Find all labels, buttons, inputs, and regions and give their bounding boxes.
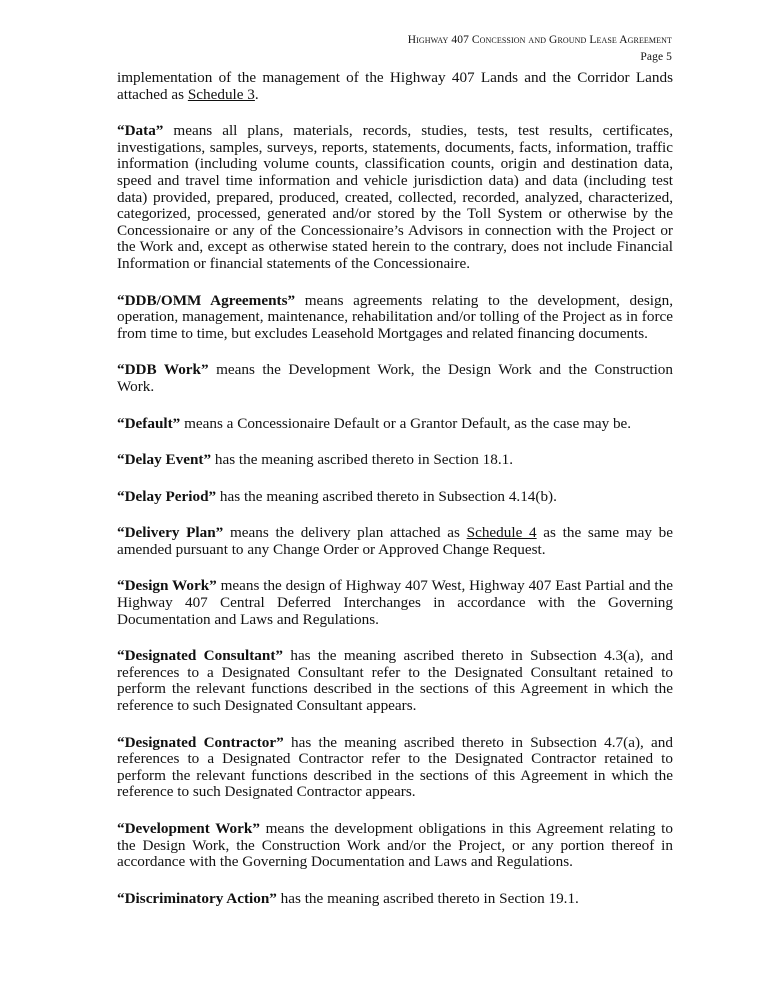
definition-term: “Design Work” bbox=[117, 577, 217, 595]
definition-development-work bbox=[117, 821, 673, 871]
definition-text: means the design of Highway 407 West, Highway 407 East Partial and the Highway 407 Central Deferred Interchanges in accordance with the Governing Documentation and Laws and Regulations. bbox=[117, 577, 673, 628]
header-title: Highway 407 Concession and Ground Lease Agreement bbox=[407, 34, 672, 46]
definition-designated-consultant bbox=[117, 648, 673, 714]
definition-term: “Delivery Plan” bbox=[117, 524, 224, 542]
definition-text: means agreements relating to the development, design, operation, management, maintenance, rehabilitation and/or tolling of the Project as in force from time to time, but excludes Leasehold Mortgages and related financing documents. bbox=[117, 291, 673, 342]
definition-text: means all plans, materials, records, studies, tests, test results, certificates, investigations, samples, surveys, reports, statements, documents, facts, information, traffic information (including volume counts, classification counts, origin and destination data, speed and travel time information and vehicle jurisdiction data) and data (including test data) provided, prepared, produced, created, collected, recorded, analyzed, characterized, categorized, processed, generated and/or stored by the Toll System or otherwise by the Concessionaire or any of the Concessionaire’s Advisors in connection with the Project or the Work and, except as otherwise stated herein to the contrary, does not include Financial Information or financial statements of the Concessionaire. bbox=[117, 122, 673, 272]
definition-text: has the meaning ascribed thereto in Subsection 4.7(a), and references to a Designated Contractor refer to the Designated Contractor retained to perform the relevant functions described in the sections of this Agreement in which the reference to such Designated Contractor appears. bbox=[117, 733, 673, 801]
document-body bbox=[117, 70, 673, 927]
continuation-end: . bbox=[254, 85, 259, 103]
definition-term: “DDB/OMM Agreements” bbox=[117, 291, 296, 309]
definition-term: “Delay Event” bbox=[117, 451, 212, 469]
definition-text: has the meaning ascribed thereto in Subsection 4.14(b). bbox=[216, 487, 557, 505]
page-number: Page 5 bbox=[640, 51, 672, 63]
definition-discriminatory-action bbox=[117, 891, 673, 908]
definition-term: “Data” bbox=[117, 122, 164, 140]
definition-term: “Designated Consultant” bbox=[117, 647, 283, 665]
definition-text: means the Development Work, the Design Work and the Construction Work. bbox=[117, 361, 673, 395]
definition-delay-period bbox=[117, 489, 673, 506]
definition-text: means the development obligations in this Agreement relating to the Design Work, the Construction Work and/or the Project, or any portion thereof in accordance with the Governing Documentation and Laws and Regulations. bbox=[117, 820, 673, 871]
definition-term: “Delay Period” bbox=[117, 487, 217, 505]
definition-delay-event bbox=[117, 452, 673, 469]
definition-text: means the delivery plan attached as bbox=[223, 524, 467, 542]
continuation-paragraph bbox=[117, 70, 673, 103]
schedule-3-reference: Schedule 3 bbox=[187, 85, 255, 103]
definition-term: “Discriminatory Action” bbox=[117, 889, 277, 907]
definition-designated-contractor bbox=[117, 735, 673, 801]
definition-term: “Designated Contractor” bbox=[117, 733, 284, 751]
definition-data bbox=[117, 123, 673, 272]
definition-text-continued: as the same may be amended pursuant to any Change Order or Approved Change Request. bbox=[117, 524, 673, 558]
definition-ddb-omm-agreements bbox=[117, 293, 673, 343]
page-header bbox=[408, 32, 672, 66]
definition-text: has the meaning ascribed thereto in Subsection 4.3(a), and references to a Designated Consultant refer to the Designated Consultant retained to perform the relevant functions described in the sections of this Agreement in which the reference to such Designated Consultant appears. bbox=[117, 647, 673, 715]
definition-delivery-plan bbox=[117, 525, 673, 558]
schedule-4-reference: Schedule 4 bbox=[466, 524, 537, 542]
definition-term: “DDB Work” bbox=[117, 361, 209, 379]
definition-text: has the meaning ascribed thereto in Section 19.1. bbox=[276, 889, 579, 907]
definition-ddb-work bbox=[117, 362, 673, 395]
definition-text: means a Concessionaire Default or a Grantor Default, as the case may be. bbox=[180, 414, 632, 432]
definition-text: has the meaning ascribed thereto in Section 18.1. bbox=[211, 451, 514, 469]
definition-term: “Development Work” bbox=[117, 820, 260, 837]
definition-design-work bbox=[117, 578, 673, 628]
definition-default bbox=[117, 416, 673, 433]
definition-term: “Default” bbox=[117, 414, 181, 432]
continuation-text: implementation of the management of the Highway 407 Lands and the Corridor Lands attached as bbox=[117, 69, 673, 103]
